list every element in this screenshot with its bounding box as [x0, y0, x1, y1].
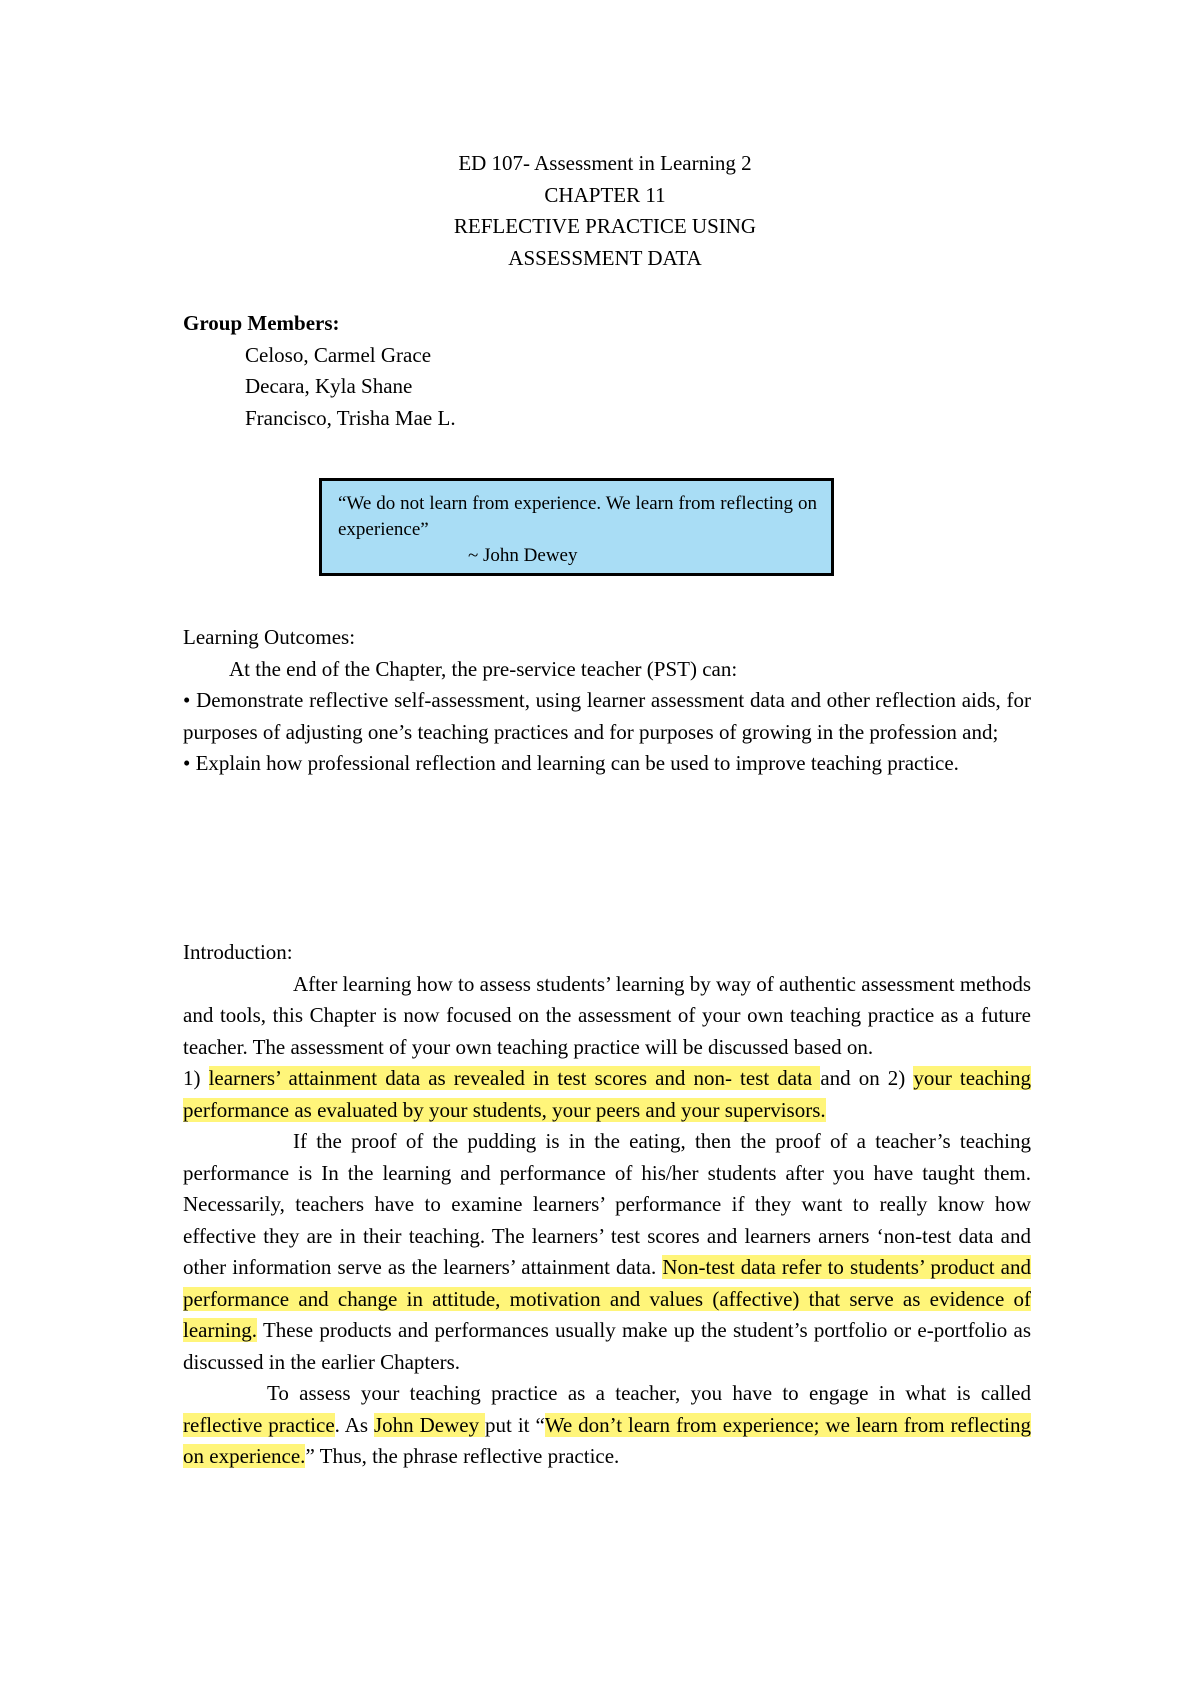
outcomes-intro: At the end of the Chapter, the pre-service teacher (PST) can:: [229, 656, 738, 681]
highlighted-text: reflective practice: [183, 1412, 335, 1437]
highlighted-text: Non-test data refer to students’ product and performance and change in attitude, motivation and values (affective) that serve as evidence of learning.: [183, 1255, 1031, 1342]
quote-box: [319, 478, 834, 576]
title-block: [0, 148, 1200, 274]
members-heading: Group Members:: [183, 311, 340, 335]
member-name: Decara, Kyla Shane: [245, 374, 413, 398]
chapter-title-line-2: ASSESSMENT DATA: [508, 245, 702, 270]
intro-paragraph-4: [183, 1378, 1031, 1473]
highlighted-text: your teaching performance as evaluated by your students, your peers and your supervisors.: [183, 1066, 1031, 1122]
learning-outcomes: [183, 622, 1031, 780]
outcome-bullet: • Explain how professional reflection and learning can be used to improve teaching practice.: [183, 751, 959, 775]
text-run: These products and performances usually make up the student’s portfolio or e-portfolio as discussed in the earlier Chapters.: [183, 1318, 1031, 1374]
text-run: and on 2): [820, 1066, 914, 1090]
introduction-section: [183, 937, 1031, 1473]
highlighted-text: John Dewey: [374, 1412, 486, 1437]
text-run: To assess your teaching practice as a teacher, you have to engage in what is called: [267, 1381, 1031, 1405]
intro-paragraph-2: [183, 1063, 1031, 1126]
highlighted-text: learners’ attainment data as revealed in test scores and non- test data: [208, 1066, 821, 1090]
member-name: Celoso, Carmel Grace: [245, 342, 432, 367]
chapter-number: CHAPTER 11: [544, 182, 666, 207]
text-run: . As: [334, 1412, 374, 1437]
course-title: ED 107- Assessment in Learning 2: [458, 151, 752, 175]
text-run: ” Thus, the phrase reflective practice.: [305, 1444, 620, 1468]
intro-paragraph-3: [183, 1126, 1031, 1378]
outcomes-heading: Learning Outcomes:: [183, 625, 356, 649]
highlighted-text: We don’t learn from experience; we learn from reflecting on experience.: [183, 1412, 1032, 1468]
introduction-heading: Introduction:: [183, 940, 293, 964]
intro-paragraph-1: After learning how to assess students’ learning by way of authentic assessment methods and tools, this Chapter is now focused on the assessment of your own teaching practice as a future teacher. The assessment of your own teaching practice will be discussed based on.: [183, 971, 1031, 1059]
outcome-bullet: • Demonstrate reflective self-assessment, using learner assessment data and other reflection aids, for purposes of adjusting one’s teaching practices and for purposes of growing in the profession and;: [183, 688, 1031, 744]
quote-text: “We do not learn from experience. We learn from reflecting on experience”: [338, 493, 817, 540]
quote-author: ~ John Dewey: [468, 545, 578, 566]
text-run: 1): [183, 1066, 209, 1090]
chapter-title-line-1: REFLECTIVE PRACTICE USING: [453, 214, 757, 238]
member-name: Francisco, Trisha Mae L.: [245, 405, 456, 430]
text-run: put it “: [485, 1412, 545, 1437]
text-run: If the proof of the pudding is in the eating, then the proof of a teacher’s teaching performance is In the learning and performance of his/her students after you have taught them. Necessarily, teachers have to examine learners’ performance if they want to really know how effective they are in their teaching. The learners’ test scores and learners arners ‘non-test data and other information serve as the learners’ attainment data.: [183, 1129, 1031, 1279]
group-members: [183, 308, 456, 434]
